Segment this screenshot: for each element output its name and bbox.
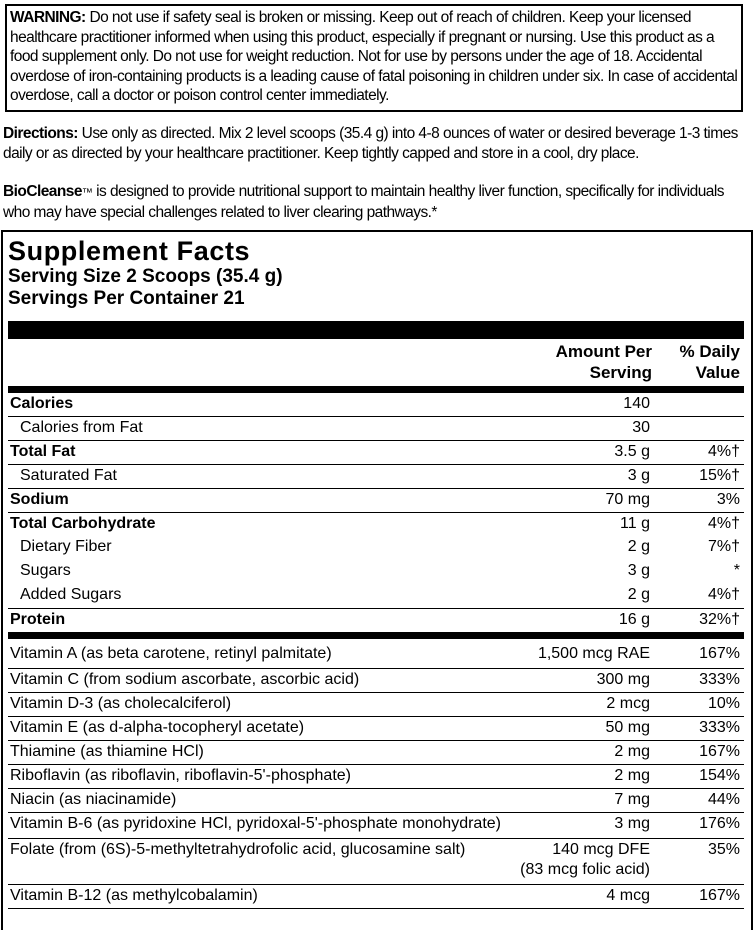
- warning-label: WARNING:: [10, 9, 86, 26]
- vitamin-row: Niacin (as niacinamide) 7 mg 44%: [8, 788, 744, 813]
- vitamin-row: Riboflavin (as riboflavin, riboflavin-5'-phosphate) 2 mg 154%: [8, 764, 744, 789]
- vitamin-row: Thiamine (as thiamine HCl) 2 mg 167%: [8, 740, 744, 765]
- vitamin-row: Vitamin B-12 (as methylcobalamin) 4 mcg 167%: [8, 884, 744, 909]
- nutrient-row: Added Sugars 2 g 4%†: [20, 586, 740, 603]
- directions-label: Directions:: [3, 125, 78, 142]
- serving-size: Serving Size 2 Scoops (35.4 g): [8, 266, 283, 287]
- directions-paragraph: [3, 124, 751, 164]
- vitamin-row: Folate (from (6S)-5-methyltetrahydrofolic acid, glucosamine salt) 140 mcg DFE (83 mcg folic acid) 35%: [8, 838, 744, 885]
- product-description-text: is designed to provide nutritional support to maintain healthy liver function, specifically for individuals who may have special challenges related to liver clearing pathways.*: [3, 183, 724, 221]
- vitamin-row: Vitamin C (from sodium ascorbate, ascorbic acid) 300 mg 333%: [8, 668, 744, 693]
- nutrient-row: Calories from Fat 30: [8, 416, 744, 440]
- vitamins-divider: [8, 632, 744, 639]
- nutrient-row: Sugars 3 g *: [20, 562, 740, 579]
- thick-divider: [8, 321, 744, 339]
- servings-per-container: Servings Per Container 21: [8, 288, 245, 309]
- nutrient-row: Calories 140: [10, 395, 650, 412]
- vitamin-row: Vitamin A (as beta carotene, retinyl palmitate) 1,500 mcg RAE 167%: [10, 645, 740, 662]
- directions-text: Use only as directed. Mix 2 level scoops (35.4 g) into 4-8 ounces of water or desired beverage 1-3 times daily or as directed by your healthcare practitioner. Keep tightly capped and store in a cool, dry place.: [3, 125, 738, 162]
- warning-text: Do not use if safety seal is broken or missing. Keep out of reach of children. Keep your licensed healthcare practitioner informed when using this product, especially if pregnant or nursing. Use this product as a food supplement only. Do not use for weight reduction. Not for use by persons under the age of 18. Accidental overdose of iron-containing products is a leading cause of fatal poisoning in children under six. In case of accidental overdose, call a doctor or poison control center immediately.: [10, 9, 738, 105]
- product-description: [3, 182, 751, 223]
- nutrient-row: Total Carbohydrate 11 g 4%†: [8, 512, 744, 536]
- nutrient-row: Protein 16 g 32%†: [8, 608, 744, 632]
- header-divider: [8, 386, 744, 393]
- nutrient-row: Sodium 70 mg 3%: [8, 488, 744, 512]
- amount-per-serving-header: Amount Per Serving: [555, 342, 652, 382]
- vitamin-row: Vitamin D-3 (as cholecalciferol) 2 mcg 10%: [8, 692, 744, 717]
- nutrient-row: Dietary Fiber 2 g 7%†: [20, 538, 740, 555]
- vitamin-row: Vitamin E (as d-alpha-tocopheryl acetate) 50 mg 333%: [8, 716, 744, 741]
- product-name: BioCleanse: [3, 183, 82, 200]
- warning-box: [5, 4, 743, 112]
- trademark-symbol: ™: [81, 187, 93, 199]
- nutrient-row: Total Fat 3.5 g 4%†: [8, 440, 744, 464]
- daily-value-header: % Daily Value: [679, 342, 740, 382]
- facts-title: Supplement Facts: [8, 236, 251, 266]
- nutrient-row: Saturated Fat 3 g 15%†: [8, 464, 744, 488]
- table-bottom-rule: [8, 908, 744, 913]
- vitamin-row: Vitamin B-6 (as pyridoxine HCl, pyridoxal-5'-phosphate monohydrate) 3 mg 176%: [8, 812, 744, 839]
